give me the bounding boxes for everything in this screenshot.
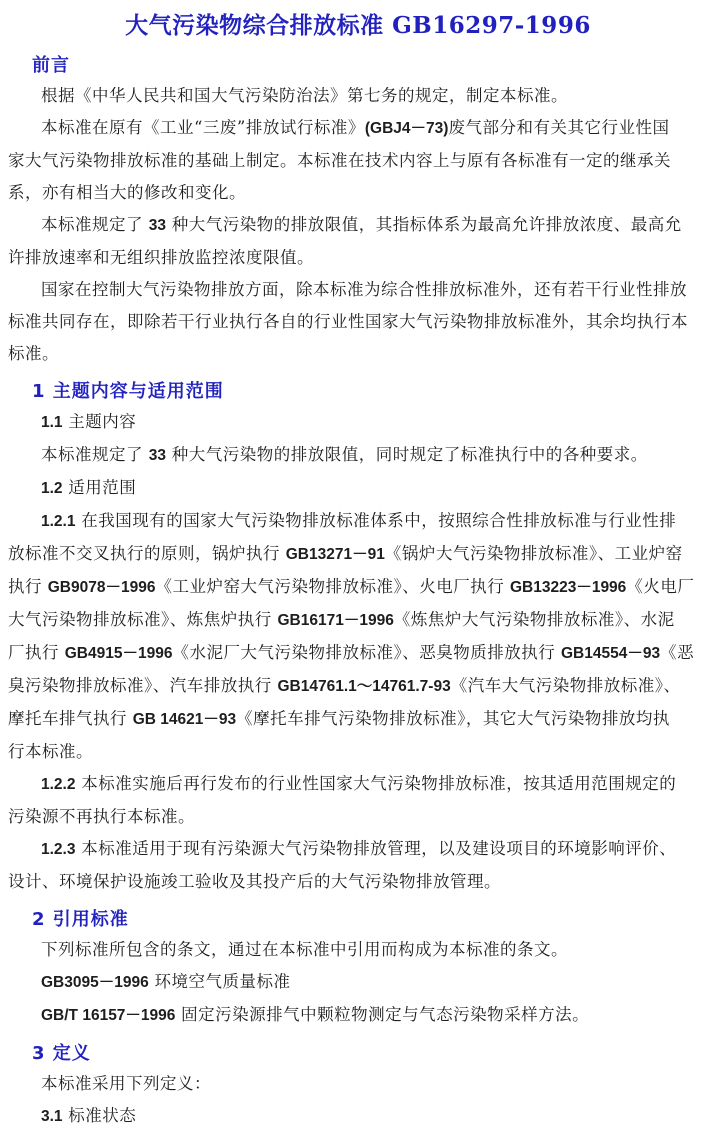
latin-text: GB14554－93 [560, 645, 661, 662]
section3-paragraph-intro [8, 1068, 708, 1100]
text-line: GB3095－1996 环境空气质量标准 [41, 972, 291, 991]
document-title: 大气污染物综合排放标准 GB16297-1996 [125, 12, 591, 39]
foreword-paragraph-basis [8, 80, 708, 112]
latin-text: 1.1 [41, 414, 63, 431]
text-line: GB/T 16157－1996 固定污染源排气中颗粒物测定与气态污染物采样方法。 [41, 1005, 590, 1024]
text-line: 1.1 主题内容 [41, 412, 137, 431]
text-line: 下列标准所包含的条文，通过在本标准中引用而构成为本标准的条文。 [41, 940, 568, 959]
latin-text: 3.1 [41, 1108, 63, 1125]
section1-sub-1-1 [8, 406, 708, 439]
text-line: 1.2.1 在我国现有的国家大气污染物排放标准体系中，按照综合性排放标准与行业性排 [41, 511, 677, 530]
section1-paragraph-1-2-2 [8, 768, 708, 833]
latin-text: 33 [148, 447, 166, 464]
latin-text: GB16171－1996 [277, 612, 394, 629]
section1-sub-1-2 [8, 472, 708, 505]
latin-text: (GBJ4－73) [364, 120, 449, 137]
foreword-paragraph-origin [8, 112, 708, 209]
text-line: 执行 GB9078－1996《工业炉窑大气污染物排放标准》、火电厂执行 GB13223－1996《火电厂 [8, 577, 695, 596]
foreword-heading: 前言 [32, 55, 70, 76]
text-line: 放标准不交叉执行的原则，锅炉执行 GB13271－91《锅炉大气污染物排放标准》、工业炉窑 [8, 544, 683, 563]
section1-paragraph-1-2-1 [8, 505, 708, 768]
text-line: 本标准在原有《工业“三废”排放试行标准》(GBJ4－73)废气部分和有关其它行业性国 [41, 118, 670, 137]
section2-paragraph-intro [8, 934, 708, 966]
text-line: 根据《中华人民共和国大气污染防治法》第七务的规定，制定本标准。 [41, 86, 568, 105]
section3-sub-3-1 [8, 1100, 708, 1132]
latin-text: GB9078－1996 [47, 579, 156, 596]
text-line: 1.2.3 本标准适用于现有污染源大气污染物排放管理，以及建设项目的环境影响评价、 [41, 839, 677, 858]
latin-text: GB13271－91 [285, 546, 385, 563]
latin-text: 1.2.2 [41, 776, 76, 793]
text-line: 系，亦有相当大的修改和变化。 [8, 183, 246, 202]
text-line: 本标准规定了 33 种大气污染物的排放限值，其指标体系为最高允许排放浓度、最高允 [41, 215, 682, 234]
section1-heading: 1 主题内容与适用范围 [32, 381, 224, 402]
text-line: 国家在控制大气污染物排放方面，除本标准为综合性排放标准外，还有若干行业性排放 [41, 280, 687, 299]
latin-text: GB/T 16157－1996 [41, 1007, 176, 1024]
latin-text: GB3095－1996 [41, 974, 149, 991]
text-line: 3.1 标准状态 [41, 1106, 137, 1125]
text-line: 摩托车排气执行 GB 14621－93《摩托车排气污染物排放标准》，其它大气污染物排放均执 [8, 709, 670, 728]
text-line: 厂执行 GB4915－1996《水泥厂大气污染物排放标准》、恶臭物质排放执行 GB14554－93《恶 [8, 643, 695, 662]
section3-heading: 3 定义 [32, 1043, 91, 1064]
text-line: 标准。 [8, 344, 59, 363]
latin-text: GB 14621－93 [132, 711, 237, 728]
text-line: 臭污染物排放标准》、汽车排放执行 GB14761.1～14761.7-93《汽车大气污染物排放标准》、 [8, 676, 681, 695]
latin-text: 1.2 [41, 480, 63, 497]
text-line: 家大气污染物排放标准的基础上制定。本标准在技术内容上与原有各标准有一定的继承关 [8, 151, 671, 170]
text-line: 标准共同存在，即除若干行业执行各自的行业性国家大气污染物排放标准外，其余均执行本 [8, 312, 688, 331]
latin-text: 33 [148, 217, 166, 234]
text-line: 本标准规定了 33 种大气污染物的排放限值，同时规定了标准执行中的各种要求。 [41, 445, 648, 464]
section2-reference-gb3095 [8, 966, 708, 999]
text-line: 行本标准。 [8, 742, 93, 761]
text-line: 本标准采用下列定义： [41, 1074, 211, 1093]
latin-text: 1.2.1 [41, 513, 76, 530]
latin-text: 1.2.3 [41, 841, 76, 858]
text-line: 1.2 适用范围 [41, 478, 137, 497]
section1-paragraph-1-1 [8, 439, 708, 472]
section2-heading: 2 引用标准 [32, 909, 129, 930]
foreword-paragraph-limits [8, 209, 708, 274]
latin-text: GB14761.1～14761.7-93 [277, 678, 451, 695]
text-line: 许排放速率和无组织排放监控浓度限值。 [8, 248, 314, 267]
text-line: 设计、环境保护设施竣工验收及其投产后的大气污染物排放管理。 [8, 872, 501, 891]
text-line: 1.2.2 本标准实施后再行发布的行业性国家大气污染物排放标准，按其适用范围规定的 [41, 774, 677, 793]
section1-paragraph-1-2-3 [8, 833, 708, 898]
latin-text: GB13223－1996 [509, 579, 627, 596]
section2-reference-gbt16157 [8, 999, 708, 1032]
text-line: 污染源不再执行本标准。 [8, 807, 195, 826]
foreword-paragraph-scope [8, 274, 708, 370]
text-line: 大气污染物排放标准》、炼焦炉执行 GB16171－1996《炼焦炉大气污染物排放标准》、水泥 [8, 610, 675, 629]
latin-text: GB4915－1996 [64, 645, 173, 662]
